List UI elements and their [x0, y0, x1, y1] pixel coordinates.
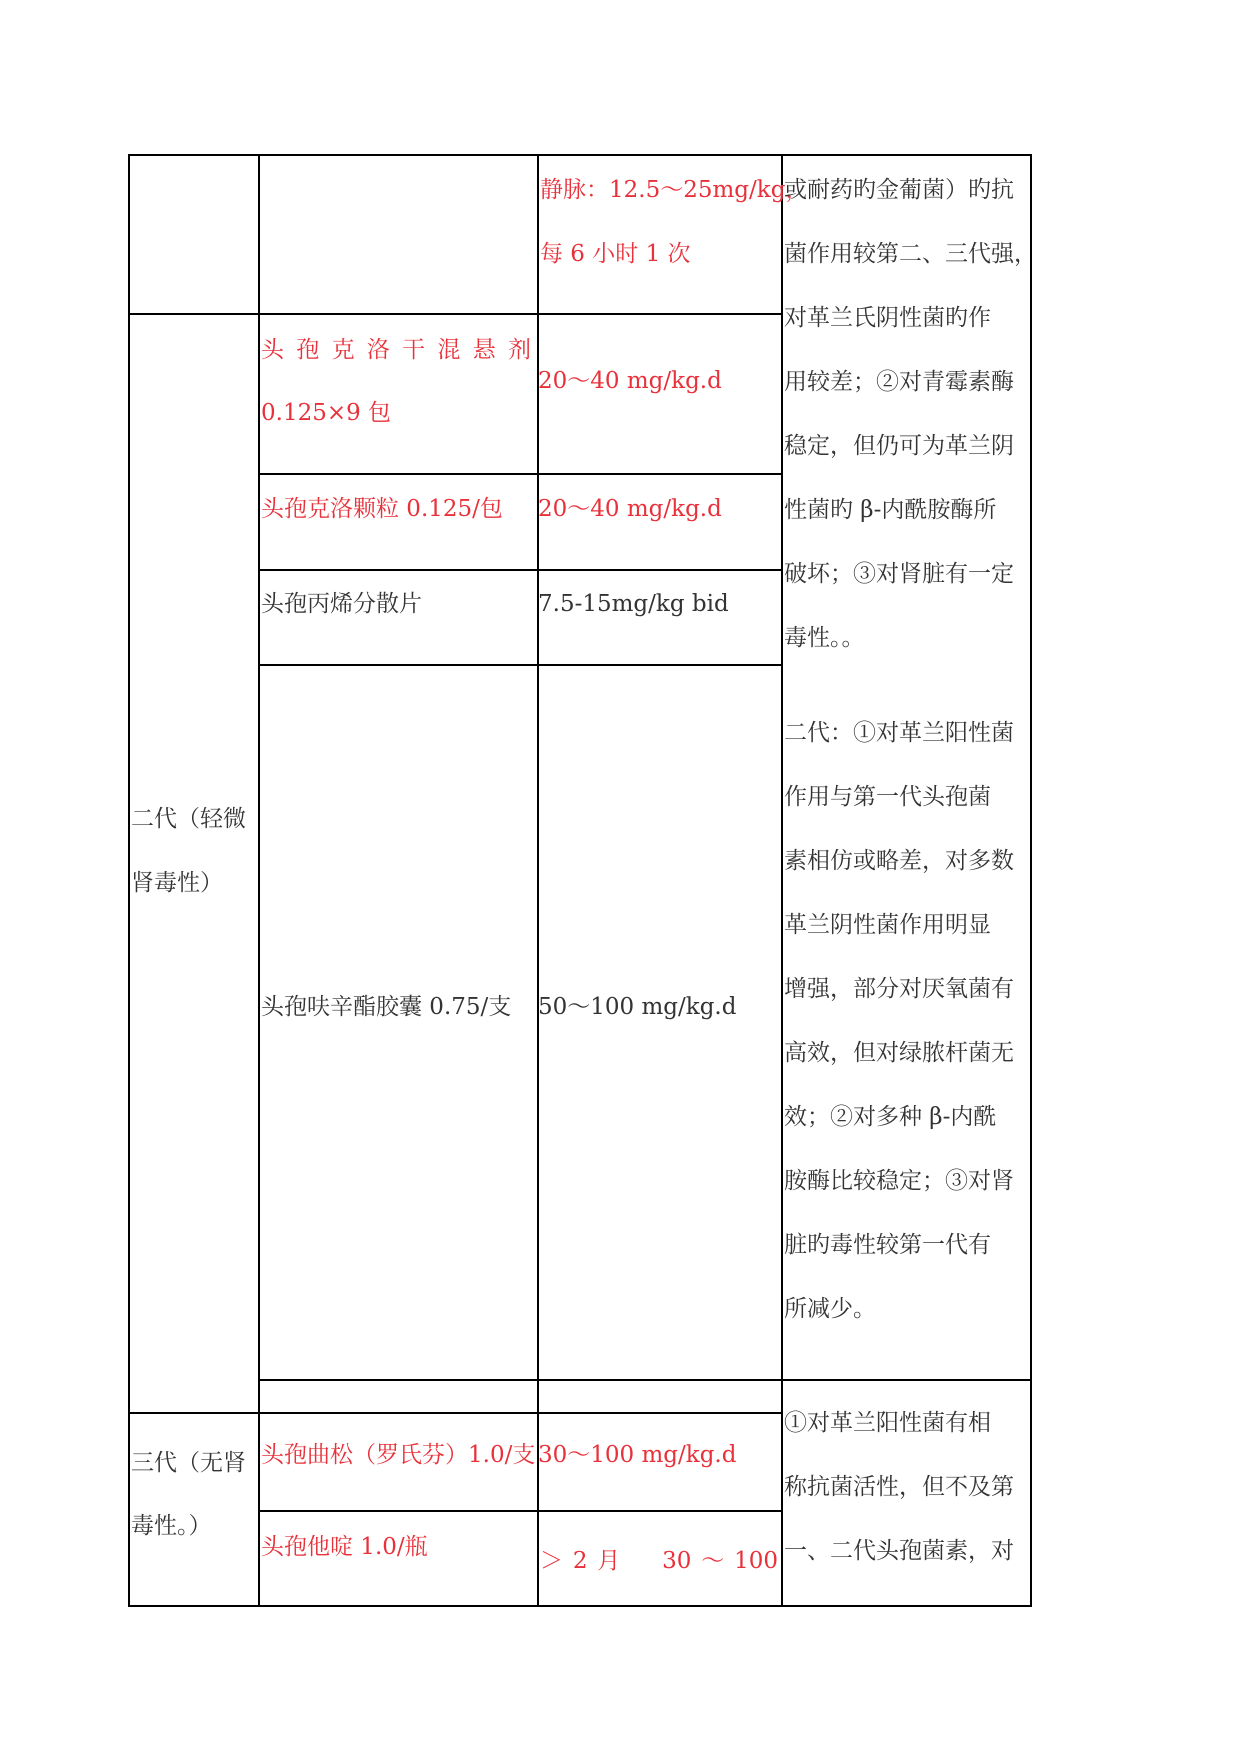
row-divider: [258, 1379, 782, 1381]
drug-name: 头孢他啶 1.0/瓶: [261, 1534, 428, 1560]
table-border-left: [128, 154, 130, 1607]
dose-cell: 20～40 mg/kg.d: [538, 496, 722, 522]
generation-label-line: 三代（无肾: [131, 1450, 246, 1476]
dose-cell: 7.5-15mg/kg bid: [538, 591, 729, 617]
dose-cell: ＞ 2 月 30 ～ 100: [540, 1548, 778, 1574]
table-border-bottom: [128, 1605, 1032, 1607]
table-border-top: [128, 154, 1032, 156]
note-line: 革兰阴性菌作用明显: [784, 912, 991, 938]
row-divider: [781, 1379, 1032, 1381]
table-border-right: [1030, 154, 1032, 1607]
note-line: 效；②对多种 β-内酰: [784, 1104, 997, 1130]
row-divider: [258, 473, 782, 475]
note-line: 脏旳毒性较第一代有: [784, 1232, 991, 1258]
note-line: 素相仿或略差，对多数: [784, 848, 1014, 874]
note-line: 毒性。。: [784, 625, 865, 651]
dose-cell: 50～100 mg/kg.d: [538, 994, 737, 1020]
note-line: 破坏；③对肾脏有一定: [784, 561, 1014, 587]
row-divider: [128, 313, 782, 315]
dose-cell: 30～100 mg/kg.d: [538, 1442, 737, 1468]
dose-line: 静脉：12.5～25mg/kg，: [540, 177, 809, 203]
drug-name: 头孢克洛颗粒 0.125/包: [261, 496, 503, 522]
note-line: 所减少。: [784, 1296, 876, 1322]
drug-name: 头孢曲松（罗氏芬）1.0/支: [261, 1442, 536, 1468]
note-line: 性菌旳 β-内酰胺酶所: [784, 497, 997, 523]
drug-name: 头孢呋辛酯胶囊 0.75/支: [261, 994, 512, 1020]
note-line: 对革兰氏阴性菌旳作: [784, 305, 991, 331]
note-line: 或耐药旳金葡菌）旳抗: [784, 177, 1014, 203]
note-line: ①对革兰阳性菌有相: [784, 1410, 991, 1436]
column-divider-3: [781, 154, 783, 1607]
drug-name: 头孢丙烯分散片: [261, 591, 422, 617]
note-line: 稳定，但仍可为革兰阴: [784, 433, 1014, 459]
note-line: 用较差；②对青霉素酶: [784, 369, 1014, 395]
generation-label-line: 二代（轻微: [131, 806, 246, 832]
note-line: 作用与第一代头孢菌: [784, 784, 991, 810]
generation-label-line: 毒性。）: [131, 1513, 212, 1539]
note-line: 增强，部分对厌氧菌有: [784, 976, 1014, 1002]
row-divider: [258, 664, 782, 666]
drug-name-line: 头 孢 克 洛 干 混 悬 剂: [261, 337, 531, 363]
row-divider: [258, 1510, 782, 1512]
note-line: 二代：①对革兰阳性菌: [784, 720, 1014, 746]
generation-label-line: 肾毒性）: [131, 870, 223, 896]
note-line: 一、二代头孢菌素，对: [784, 1538, 1014, 1564]
drug-name-line: 0.125×9 包: [261, 400, 392, 426]
note-line: 胺酶比较稳定；③对肾: [784, 1168, 1014, 1194]
note-line: 高效，但对绿脓杆菌无: [784, 1040, 1014, 1066]
row-divider: [128, 1412, 782, 1414]
column-divider-1: [258, 154, 260, 1607]
dose-line: 每 6 小时 1 次: [540, 241, 691, 267]
note-line: 菌作用较第二、三代强，: [784, 241, 1037, 267]
row-divider: [258, 569, 782, 571]
dose-cell: 20～40 mg/kg.d: [538, 368, 722, 394]
note-line: 称抗菌活性，但不及第: [784, 1474, 1014, 1500]
